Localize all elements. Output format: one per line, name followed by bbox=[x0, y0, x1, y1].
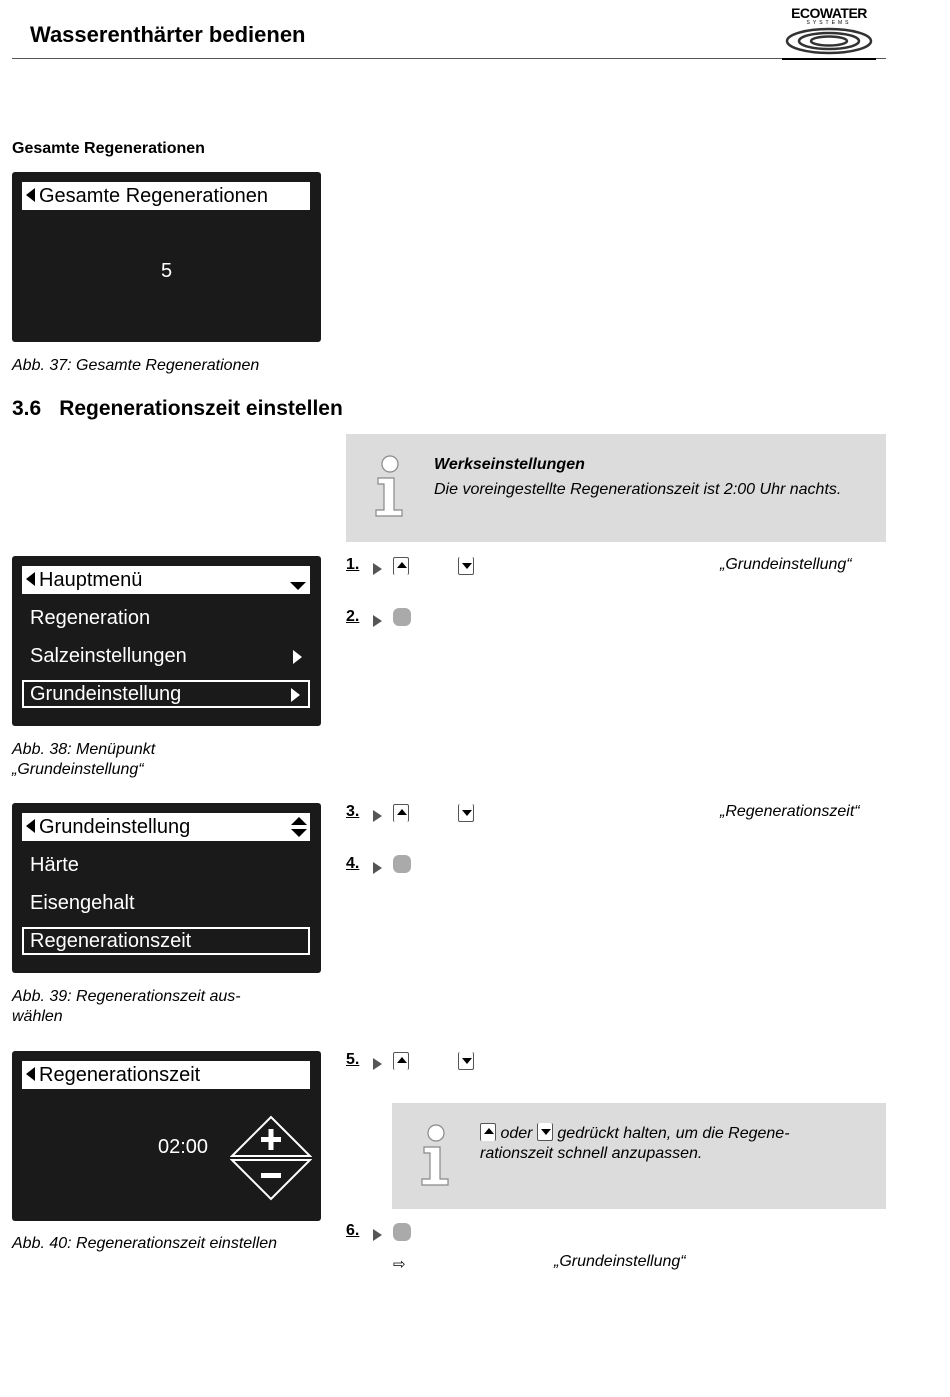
menu-item-salt-settings bbox=[22, 642, 310, 670]
back-arrow-icon bbox=[26, 819, 35, 833]
screen-basic-settings bbox=[12, 803, 321, 973]
info-title: Werkseinstellungen bbox=[434, 456, 585, 473]
step-number: 5. bbox=[346, 1051, 360, 1068]
section-title: Regenerationszeit einstellen bbox=[59, 397, 343, 420]
screen-title-text: Grundeinstellung bbox=[39, 816, 191, 838]
header-divider bbox=[12, 58, 886, 59]
scroll-down-icon bbox=[290, 582, 306, 590]
figure-caption-40: Abb. 40: Regenerationszeit einstellen bbox=[12, 1235, 278, 1252]
screen-title-text: Regenerationszeit bbox=[39, 1064, 201, 1086]
step-number: 6. bbox=[346, 1222, 360, 1239]
plus-minus-icon bbox=[230, 1115, 312, 1201]
screen-total-regenerations bbox=[12, 172, 321, 342]
logo-subtext: SYSTEMS bbox=[806, 20, 852, 26]
figure-caption-39 bbox=[12, 987, 241, 1027]
step-arrow-icon bbox=[373, 1058, 382, 1070]
caption-line: Abb. 39: Regenerationszeit aus- bbox=[12, 988, 241, 1005]
down-key-icon bbox=[458, 1052, 474, 1070]
step-number: 2. bbox=[346, 608, 360, 625]
back-arrow-icon bbox=[26, 572, 35, 586]
screen-title bbox=[22, 1061, 310, 1089]
screen-title bbox=[22, 566, 310, 594]
back-arrow-icon bbox=[26, 188, 35, 202]
up-key-icon bbox=[393, 557, 409, 575]
info-text: Die voreingestellte Regenerationszeit ist 2:00 Uhr nachts. bbox=[434, 481, 842, 498]
logo-text: ECOWATER bbox=[791, 5, 867, 21]
screen-main-menu bbox=[12, 556, 321, 726]
screen-regeneration-time bbox=[12, 1051, 321, 1221]
step-text: „Regenerationszeit“ bbox=[720, 803, 860, 820]
info-icon bbox=[372, 454, 408, 518]
menu-item-hardness: Härte bbox=[30, 854, 79, 876]
section-heading bbox=[12, 397, 343, 421]
down-key-icon bbox=[458, 557, 474, 575]
logo-underline bbox=[782, 58, 876, 60]
info-box-hold-keys bbox=[392, 1103, 886, 1209]
step-arrow-icon bbox=[373, 810, 382, 822]
section-label-total: Gesamte Regenerationen bbox=[12, 140, 205, 157]
caption-line: „Grundeinstellung“ bbox=[12, 761, 144, 778]
ecowater-logo bbox=[776, 6, 882, 62]
total-regenerations-value: 5 bbox=[160, 260, 173, 282]
step-arrow-icon bbox=[373, 1229, 382, 1241]
step-number: 3. bbox=[346, 803, 360, 820]
menu-item-label: Grundeinstellung bbox=[30, 683, 182, 705]
down-key-icon bbox=[458, 804, 474, 822]
ok-button-icon bbox=[393, 1223, 411, 1241]
figure-caption-37: Abb. 37: Gesamte Regenerationen bbox=[12, 357, 260, 374]
down-key-icon bbox=[537, 1123, 553, 1141]
step-text: „Grundeinstellung“ bbox=[720, 556, 852, 573]
step-number: 1. bbox=[346, 556, 360, 573]
step-arrow-icon bbox=[373, 615, 382, 627]
logo-swirl-icon bbox=[784, 26, 874, 56]
up-key-icon bbox=[480, 1123, 496, 1141]
scroll-up-down-icon bbox=[290, 815, 308, 839]
menu-item-regeneration-time: Regenerationszeit bbox=[22, 927, 310, 955]
screen-title-text: Gesamte Regenerationen bbox=[39, 185, 269, 207]
section-number: 3.6 bbox=[12, 397, 42, 420]
step-arrow-icon bbox=[373, 563, 382, 575]
ok-button-icon bbox=[393, 855, 411, 873]
figure-caption-38 bbox=[12, 740, 155, 780]
info-text-line: gedrückt halten, um die Regene- bbox=[557, 1125, 790, 1142]
menu-item-iron-content: Eisengehalt bbox=[30, 892, 135, 914]
info-word-or: oder bbox=[500, 1125, 533, 1142]
regeneration-time-value: 02:00 bbox=[158, 1136, 209, 1158]
submenu-arrow-icon bbox=[293, 650, 302, 664]
info-box-factory-settings bbox=[346, 434, 886, 542]
screen-title bbox=[22, 813, 310, 841]
screen-title bbox=[22, 182, 310, 210]
menu-item-regeneration: Regeneration bbox=[30, 607, 151, 629]
up-key-icon bbox=[393, 804, 409, 822]
info-icon bbox=[418, 1123, 454, 1187]
step-arrow-icon bbox=[373, 862, 382, 874]
screen-title-text: Hauptmenü bbox=[39, 569, 143, 591]
result-arrow-icon: ⇨ bbox=[393, 1256, 406, 1273]
caption-line: wählen bbox=[12, 1008, 63, 1025]
result-text: „Grundeinstellung“ bbox=[554, 1253, 686, 1270]
info-text-line: rationszeit schnell anzupassen. bbox=[480, 1145, 703, 1162]
caption-line: Abb. 38: Menüpunkt bbox=[12, 741, 156, 758]
page-title: Wasserenthärter bedienen bbox=[30, 22, 306, 47]
menu-item-label: Salzeinstellungen bbox=[30, 645, 187, 667]
menu-item-basic-settings bbox=[22, 680, 310, 708]
info-hold-text bbox=[480, 1123, 870, 1164]
step-number: 4. bbox=[346, 855, 360, 872]
up-key-icon bbox=[393, 1052, 409, 1070]
back-arrow-icon bbox=[26, 1067, 35, 1081]
submenu-arrow-icon bbox=[291, 688, 300, 702]
ok-button-icon bbox=[393, 608, 411, 626]
